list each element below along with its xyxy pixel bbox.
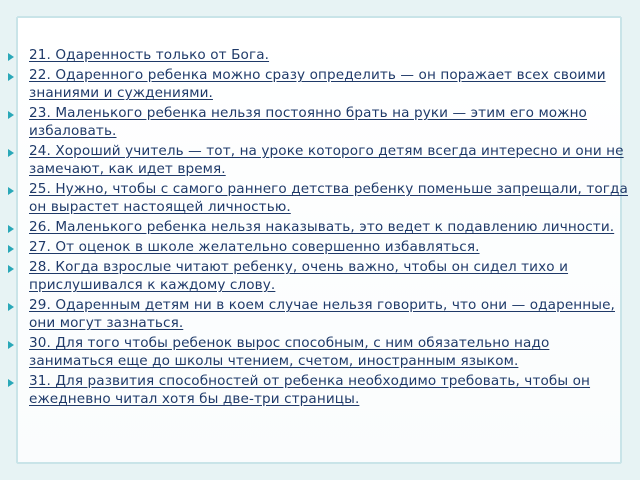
frame-top	[0, 0, 640, 16]
slide-content	[29, 46, 633, 410]
list-item[interactable]	[29, 46, 633, 64]
bullet-icon	[8, 341, 14, 349]
frame-left	[0, 0, 16, 480]
bullet-icon	[8, 73, 14, 81]
list-item-text: 22. Одаренного ребенка можно сразу определить — он поражает всех своими знаниями и суждениями.	[29, 67, 606, 101]
list-item[interactable]	[29, 238, 633, 256]
bullet-icon	[8, 111, 14, 119]
list-item-text: 26. Маленького ребенка нельзя наказывать, это ведет к подавлению личности.	[29, 219, 615, 235]
bullet-icon	[8, 149, 14, 157]
list-item[interactable]	[29, 334, 633, 370]
bullet-icon	[8, 187, 14, 195]
bullet-icon	[8, 225, 14, 233]
list-item-text: 21. Одаренность только от Бога.	[29, 47, 270, 63]
list-item[interactable]	[29, 66, 633, 102]
statement-list	[29, 46, 633, 408]
list-item-text: 23. Маленького ребенка нельзя постоянно брать на руки — этим его можно избаловать.	[29, 105, 587, 139]
list-item[interactable]	[29, 104, 633, 140]
bullet-icon	[8, 379, 14, 387]
bullet-icon	[8, 53, 14, 61]
bullet-icon	[8, 303, 14, 311]
list-item-text: 31. Для развития способностей от ребенка необходимо требовать, чтобы он ежедневно читал хотя бы две-три страницы.	[29, 373, 591, 407]
list-item[interactable]	[29, 372, 633, 408]
list-item[interactable]	[29, 218, 633, 236]
frame-bottom	[0, 464, 640, 480]
list-item[interactable]	[29, 296, 633, 332]
bullet-icon	[8, 265, 14, 273]
list-item[interactable]	[29, 142, 633, 178]
list-item[interactable]	[29, 258, 633, 294]
list-item-text: 30. Для того чтобы ребенок вырос способным, с ним обязательно надо заниматься еще до школы чтением, счетом, иностранным языком.	[29, 335, 550, 369]
list-item[interactable]	[29, 180, 633, 216]
list-item-text: 24. Хороший учитель — тот, на уроке которого детям всегда интересно и они не замечают, как идет время.	[29, 143, 624, 177]
bullet-icon	[8, 245, 14, 253]
list-item-text: 27. От оценок в школе желательно совершенно избавляться.	[29, 239, 480, 255]
list-item-text: 28. Когда взрослые читают ребенку, очень важно, чтобы он сидел тихо и прислушивался к каждому слову.	[29, 259, 569, 293]
list-item-text: 29. Одаренным детям ни в коем случае нельзя говорить, что они — одаренные, они могут зазнаться.	[29, 297, 615, 331]
list-item-text: 25. Нужно, чтобы с самого раннего детства ребенку поменьше запрещали, тогда он вырастет настоящей личностью.	[29, 181, 628, 215]
